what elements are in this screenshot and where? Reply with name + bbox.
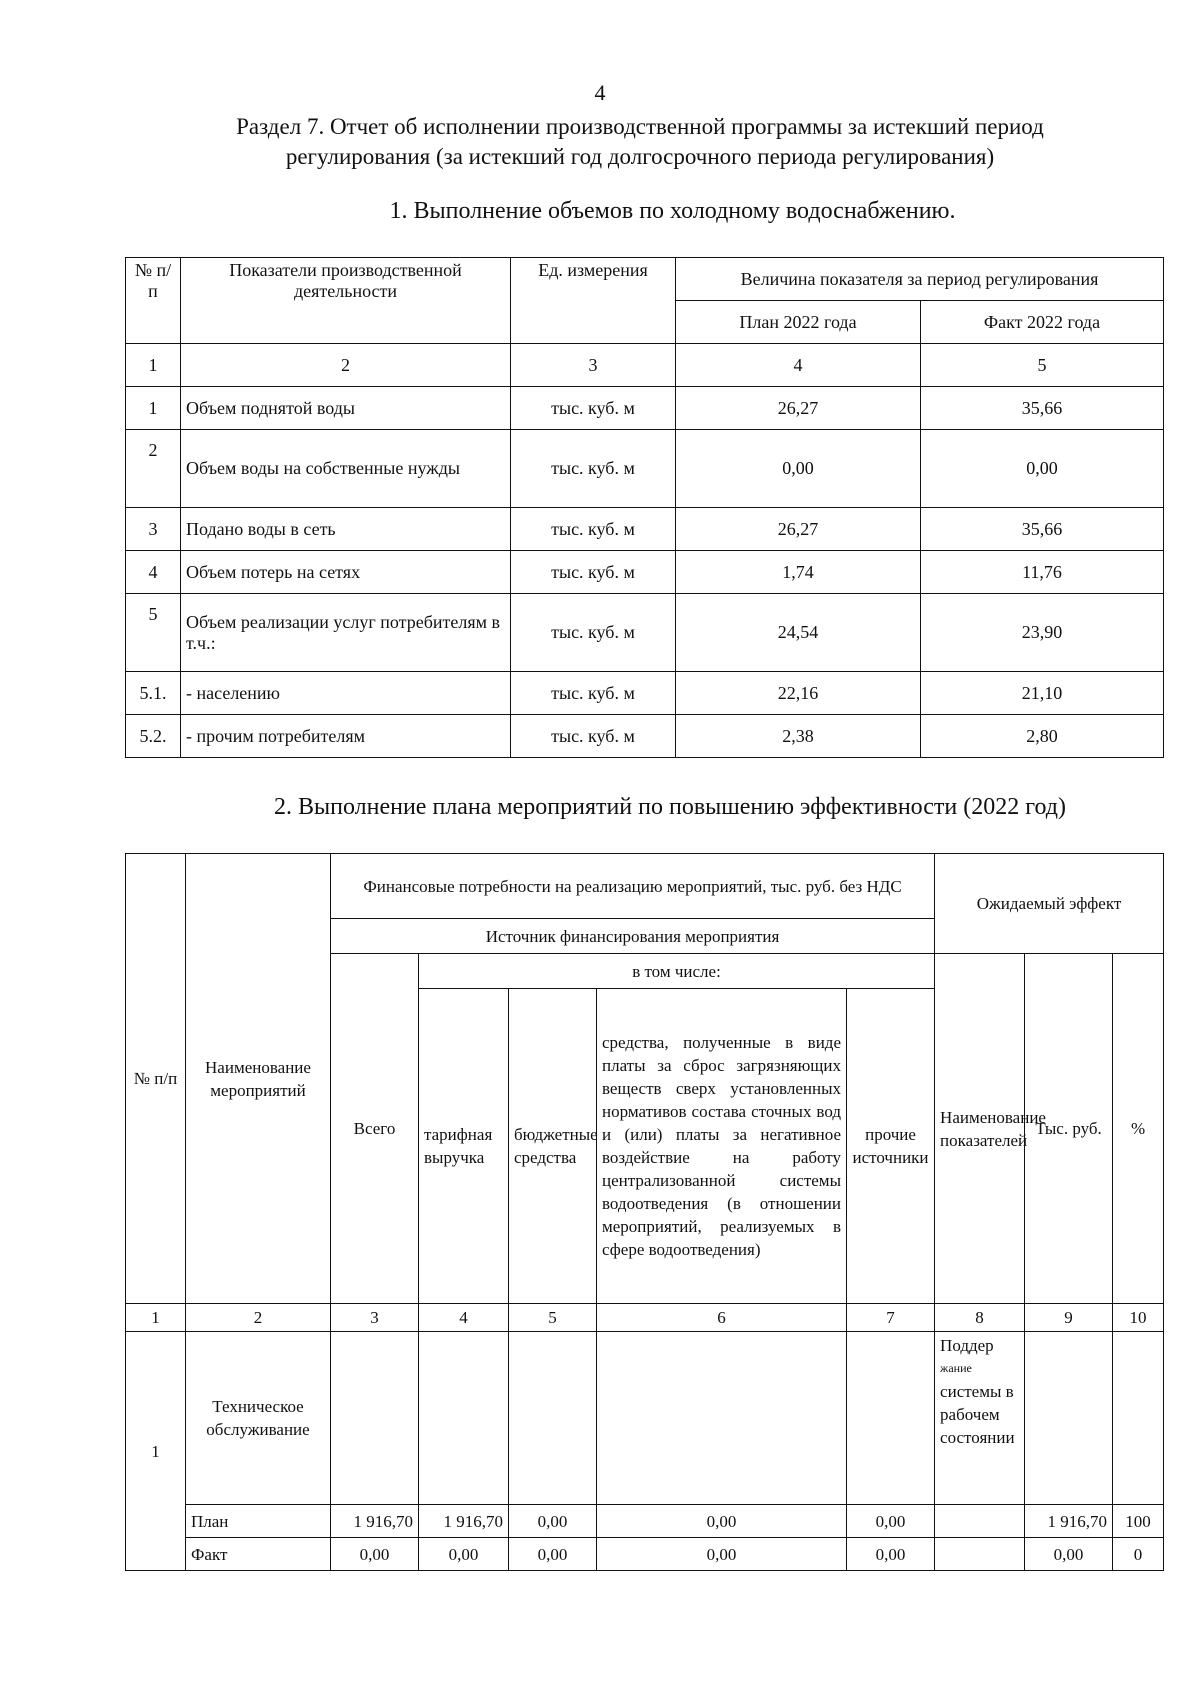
empty-cell (1025, 1332, 1113, 1505)
empty-cell (597, 1332, 847, 1505)
col-number: 4 (676, 344, 921, 387)
row-name: Подано воды в сеть (181, 508, 511, 551)
row-num: 1 (126, 387, 181, 430)
row-num: 4 (126, 551, 181, 594)
col-number: 6 (597, 1304, 847, 1332)
page-number: 4 (594, 80, 606, 105)
row-name: - прочим потребителям (181, 715, 511, 758)
row-plan: 26,27 (676, 387, 921, 430)
col-number: 3 (331, 1304, 419, 1332)
plan-tariff: 1 916,70 (419, 1505, 509, 1538)
row-num: 2 (126, 430, 181, 508)
table-row (126, 594, 1164, 672)
cold-water-volume-table (125, 257, 1164, 758)
section-title-line1: Раздел 7. Отчет об исполнении производственной программы за истекший период (236, 114, 1044, 139)
fact-other: 0,00 (847, 1538, 935, 1571)
fact-budget: 0,00 (509, 1538, 597, 1571)
col-number: 3 (511, 344, 676, 387)
header-indicator-name: Наименование показателей (935, 954, 1025, 1304)
item-effect-name-line3: системы в рабочем состоянии (940, 1382, 1015, 1447)
table-row (126, 672, 1164, 715)
col-number: 7 (847, 1304, 935, 1332)
row-unit: тыс. куб. м (511, 672, 676, 715)
row-plan: 2,38 (676, 715, 921, 758)
header-effect: Ожидаемый эффект (935, 854, 1164, 954)
col-number: 5 (921, 344, 1164, 387)
row-fact: 35,66 (921, 387, 1164, 430)
row-name: - населению (181, 672, 511, 715)
table-row (126, 715, 1164, 758)
col-number: 2 (181, 344, 511, 387)
item-effect-name-line1: Поддер (940, 1336, 994, 1355)
row-name: Объем воды на собственные нужды (181, 430, 511, 508)
header-including: в том числе: (419, 954, 935, 989)
col-number: 1 (126, 344, 181, 387)
row-unit: тыс. куб. м (511, 715, 676, 758)
section-title-line2: регулирования (за истекший год долгосрочного периода регулирования) (285, 144, 995, 169)
table-row (126, 1538, 1164, 1571)
col-numbers-row (126, 344, 1164, 387)
table-row (126, 1505, 1164, 1538)
row-fact: 0,00 (921, 430, 1164, 508)
row-plan: 1,74 (676, 551, 921, 594)
header-unit: Ед. измерения (511, 258, 676, 344)
row-name: Объем потерь на сетях (181, 551, 511, 594)
plan-effect-pct: 100 (1113, 1505, 1164, 1538)
plan-budget: 0,00 (509, 1505, 597, 1538)
row-plan: 26,27 (676, 508, 921, 551)
header-fees: средства, полученные в виде платы за сброс загрязняющих веществ сверх установленных нормативов состава сточных вод и (или) платы за негативное воздействие на работу централизованной системы водоотведения (в отношении мероприятий, реализуемых в сфере водоотведения) (597, 989, 847, 1304)
row-num: 5.1. (126, 672, 181, 715)
empty-cell (847, 1332, 935, 1505)
empty-cell (935, 1505, 1025, 1538)
row-fact: 11,76 (921, 551, 1164, 594)
header-num: № п/п (126, 854, 186, 1304)
row-fact: 35,66 (921, 508, 1164, 551)
header-total: Всего (331, 954, 419, 1304)
col-number: 5 (509, 1304, 597, 1332)
fact-effect-pct: 0 (1113, 1538, 1164, 1571)
row-num: 5.2. (126, 715, 181, 758)
col-number: 9 (1025, 1304, 1113, 1332)
row-unit: тыс. куб. м (511, 551, 676, 594)
item-name: Техническое обслуживание (186, 1332, 331, 1505)
table2-title: 2. Выполнение плана мероприятий по повышению эффективности (2022 год) (273, 794, 1067, 820)
efficiency-measures-table (125, 853, 1164, 1571)
row-unit: тыс. куб. м (511, 594, 676, 672)
fact-effect-rub: 0,00 (1025, 1538, 1113, 1571)
row-plan: 22,16 (676, 672, 921, 715)
item-num: 1 (126, 1332, 186, 1571)
header-budget: бюджетные средства (509, 989, 597, 1304)
header-source: Источник финансирования мероприятия (331, 919, 935, 954)
empty-cell (509, 1332, 597, 1505)
table-row (126, 1332, 1164, 1505)
table1-title: 1. Выполнение объемов по холодному водоснабжению. (389, 198, 956, 224)
header-indicator: Показатели производственной деятельности (181, 258, 511, 344)
header-name: Наименование мероприятий (186, 854, 331, 1304)
col-numbers-row (126, 1304, 1164, 1332)
empty-cell (1113, 1332, 1164, 1505)
row-unit: тыс. куб. м (511, 387, 676, 430)
header-other: прочие источники (847, 989, 935, 1304)
col-number: 2 (186, 1304, 331, 1332)
fact-total: 0,00 (331, 1538, 419, 1571)
fact-label: Факт (186, 1538, 331, 1571)
plan-label: План (186, 1505, 331, 1538)
section-title (150, 112, 1130, 172)
col-number: 10 (1113, 1304, 1164, 1332)
table-row (126, 387, 1164, 430)
item-effect-name (935, 1332, 1025, 1505)
empty-cell (331, 1332, 419, 1505)
row-name: Объем реализации услуг потребителям в т.ч.: (181, 594, 511, 672)
row-fact: 21,10 (921, 672, 1164, 715)
row-name: Объем поднятой воды (181, 387, 511, 430)
plan-fees: 0,00 (597, 1505, 847, 1538)
plan-total: 1 916,70 (331, 1505, 419, 1538)
plan-effect-rub: 1 916,70 (1025, 1505, 1113, 1538)
header-num: № п/п (126, 258, 181, 344)
fact-fees: 0,00 (597, 1538, 847, 1571)
header-value: Величина показателя за период регулирования (676, 258, 1164, 301)
fact-tariff: 0,00 (419, 1538, 509, 1571)
row-unit: тыс. куб. м (511, 508, 676, 551)
row-plan: 24,54 (676, 594, 921, 672)
col-number: 1 (126, 1304, 186, 1332)
header-tariff: тарифная выручка (419, 989, 509, 1304)
row-unit: тыс. куб. м (511, 430, 676, 508)
row-plan: 0,00 (676, 430, 921, 508)
header-percent: % (1113, 954, 1164, 1304)
table-row (126, 508, 1164, 551)
plan-other: 0,00 (847, 1505, 935, 1538)
empty-cell (935, 1538, 1025, 1571)
col-number: 4 (419, 1304, 509, 1332)
header-thousand-rub: Тыс. руб. (1025, 954, 1113, 1304)
header-financial: Финансовые потребности на реализацию мероприятий, тыс. руб. без НДС (331, 854, 935, 919)
table-row (126, 551, 1164, 594)
row-num: 3 (126, 508, 181, 551)
col-number: 8 (935, 1304, 1025, 1332)
item-effect-name-line2: жание (940, 1361, 972, 1375)
empty-cell (419, 1332, 509, 1505)
row-fact: 2,80 (921, 715, 1164, 758)
row-fact: 23,90 (921, 594, 1164, 672)
header-fact: Факт 2022 года (921, 301, 1164, 344)
header-plan: План 2022 года (676, 301, 921, 344)
row-num: 5 (126, 594, 181, 672)
table-row (126, 430, 1164, 508)
